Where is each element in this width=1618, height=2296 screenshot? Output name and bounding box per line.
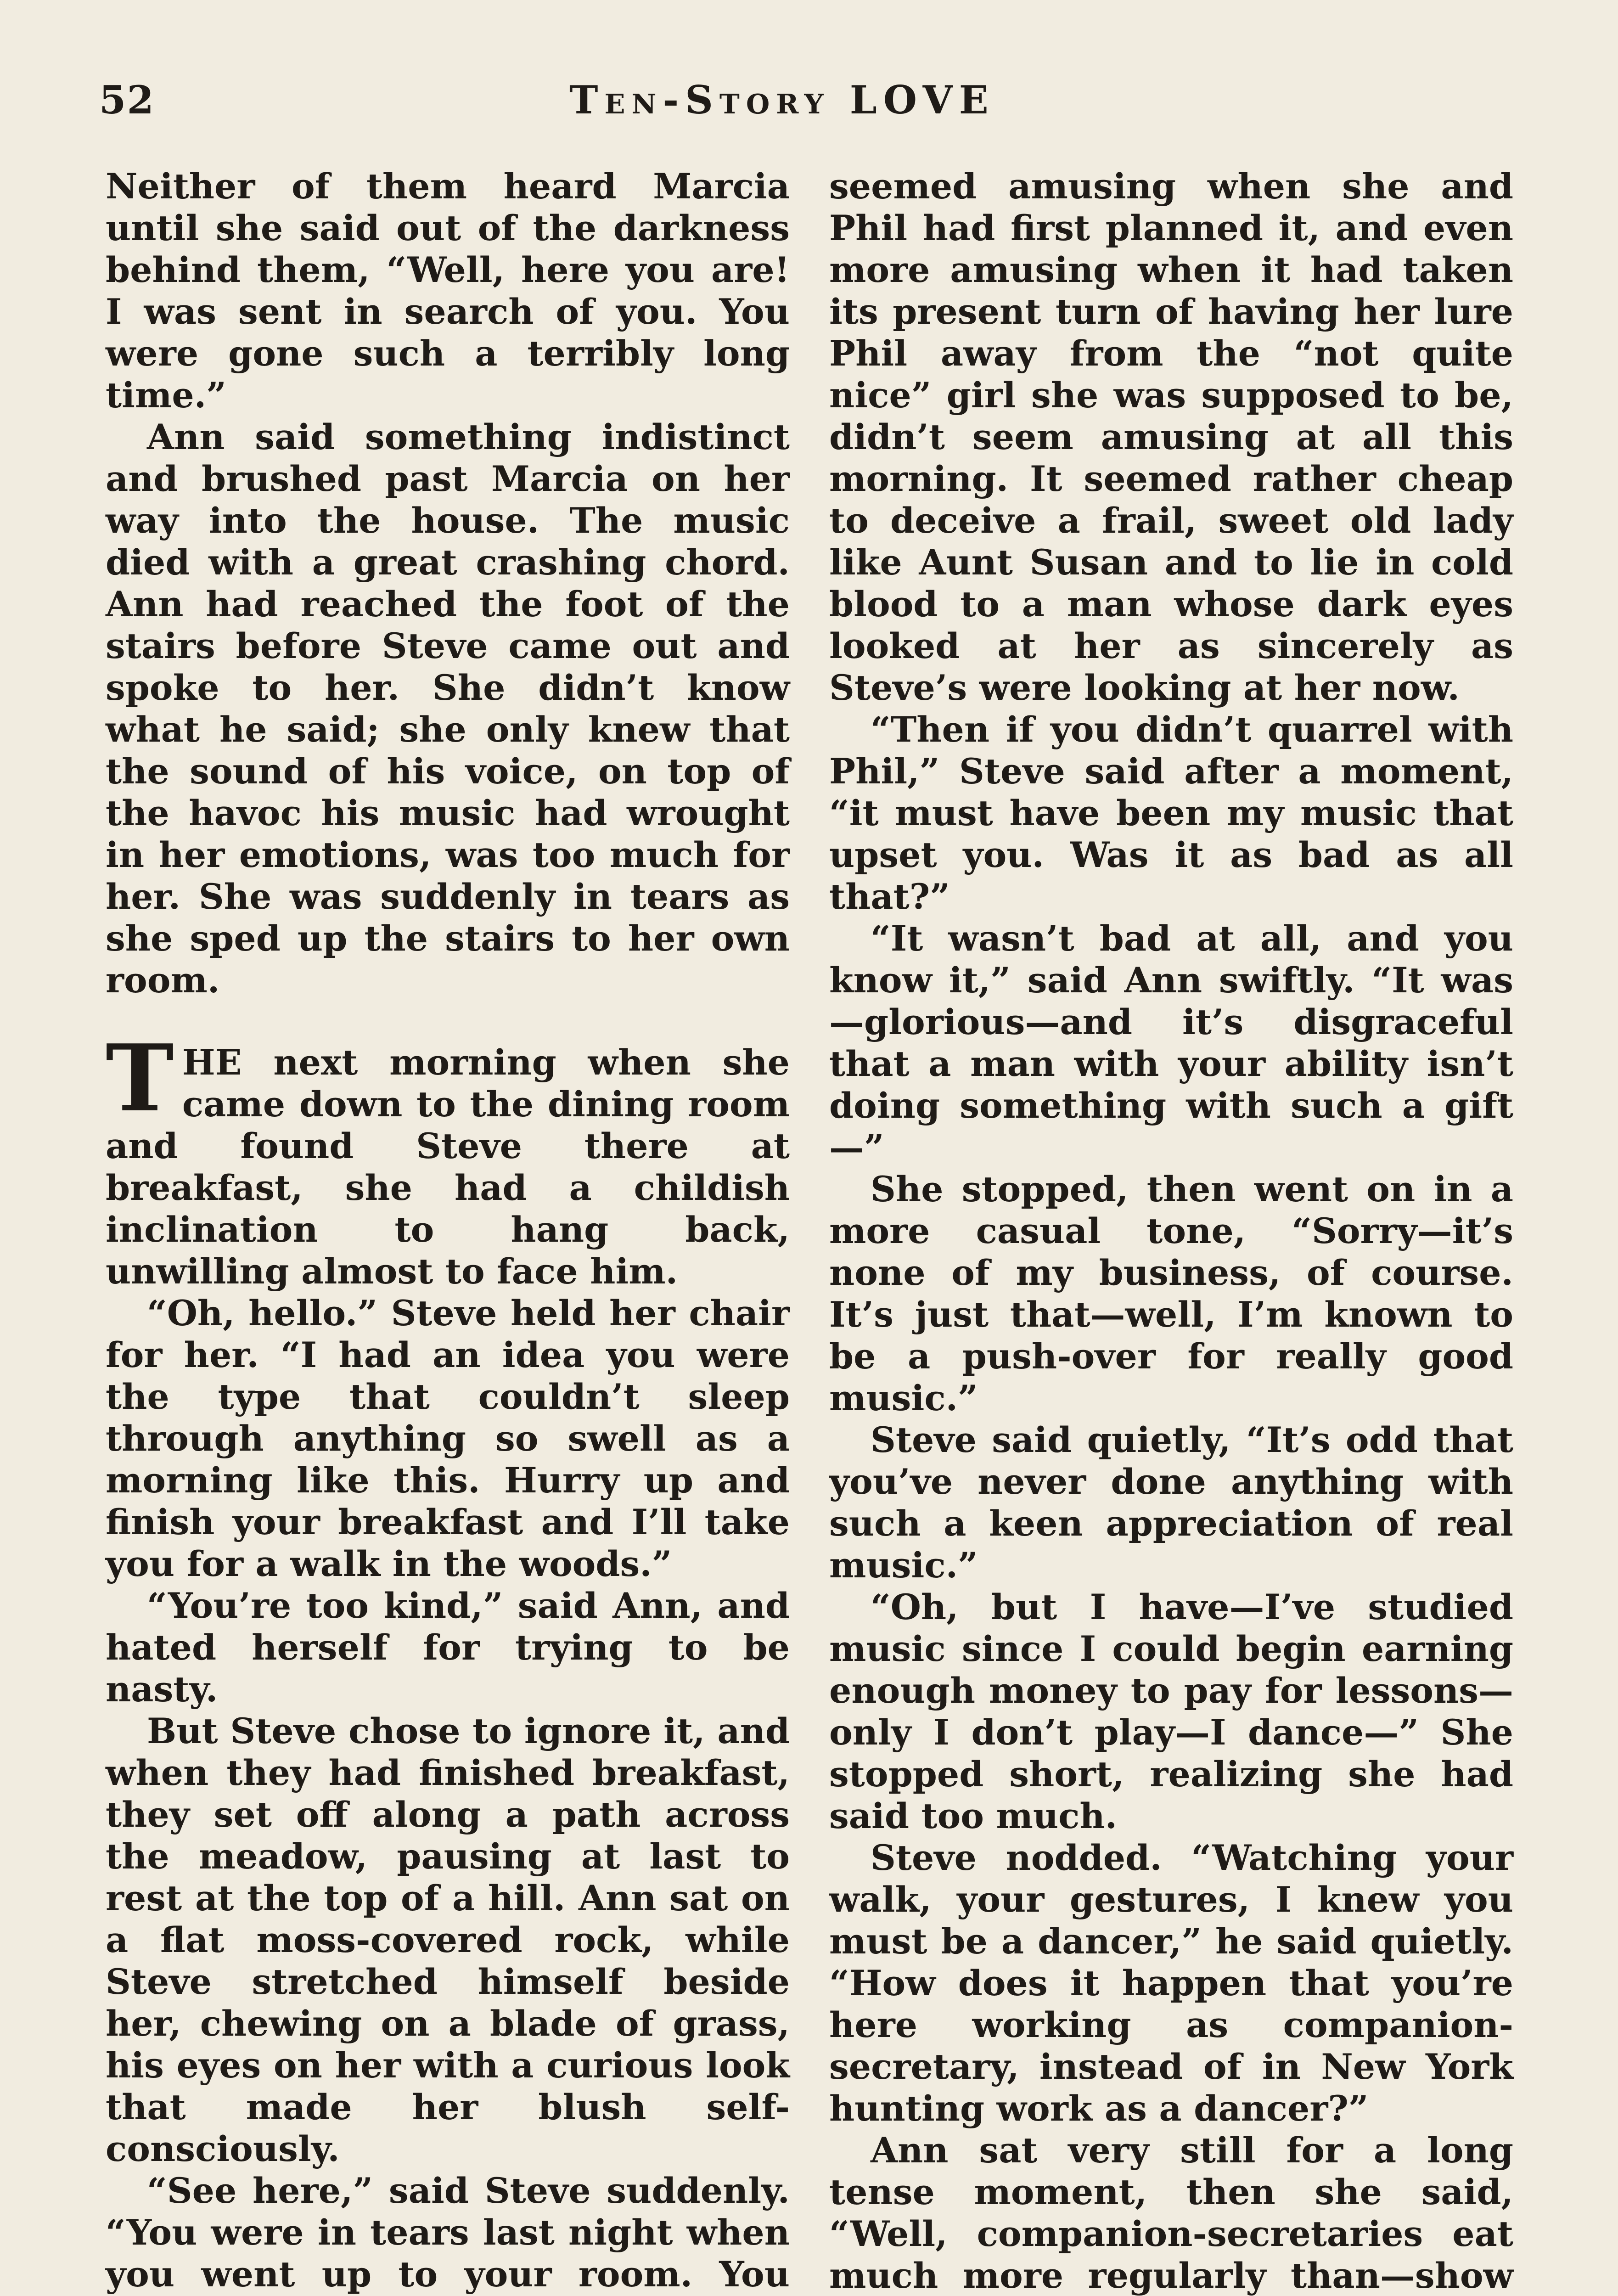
paragraph: “See here,” said Steve suddenly. “You were in tears last night when you went up to your room. You: [106, 2170, 790, 2295]
paragraph: But Steve chose to ignore it, and when they had finished breakfast, they set off along a path across the meadow, pausing at last to rest at the top of a hill. Ann sat on a flat moss-covered rock, while Steve stretched himself beside her, chewing on a blade of grass, his eyes on her with a curious look that made her blush self-consciously.: [106, 1711, 790, 2169]
page-number: 52: [99, 77, 155, 123]
paragraph: Ann sat very still for a long tense moment, then she said, “Well, companion-secretaries eat much more regularly than—show: [829, 2130, 1513, 2296]
paragraph: “Oh, hello.” Steve held her chair for her. “I had an idea you were the type that couldn’t sleep through anything so swell as a morning like this. Hurry up and finish your breakfast and I’ll take you for a walk in the woods.”: [106, 1293, 790, 1584]
paragraph: “Oh, but I have—I’ve studied music since I could begin earning enough money to pay for lessons—only I don’t play—I dance—” She stopped short, realizing she had said too much.: [829, 1587, 1513, 1836]
left-column: [106, 165, 790, 2296]
paragraph: Ann said something indistinct and brushed past Marcia on her way into the house. The music died with a great crashing chord. Ann had reached the foot of the stairs before Steve came out and spoke to her. She didn’t know what he said; she only knew that the sound of his voice, on top of the havoc his music had wrought in her emotions, was too much for her. She was suddenly in tears as she sped up the stairs to her own room.: [106, 416, 790, 1001]
right-column: [829, 165, 1513, 2296]
paragraph-text: HE next morning when she came down to the dining room and found Steve there at breakfast, she had a childish inclination to hang back, unwilling almost to face him.: [106, 1042, 790, 1292]
paragraph: “It wasn’t bad at all, and you know it,” said Ann swiftly. “It was—glorious—and it’s disgraceful that a man with your ability isn’t doing something with such a gift—”: [829, 918, 1513, 1168]
paragraph: Steve nodded. “Watching your walk, your gestures, I knew you must be a dancer,” he said quietly. “How does it happen that you’re here working as companion-secretary, instead of in New York hunting work as a dancer?”: [829, 1837, 1513, 2129]
paragraph: She stopped, then went on in a more casual tone, “Sorry—it’s none of my business, of course. It’s just that—well, I’m known to be a push-over for really good music.”: [829, 1169, 1513, 1418]
paragraph: seemed amusing when she and Phil had first planned it, and even more amusing when it had taken its present turn of having her lure Phil away from the “not quite nice” girl she was supposed to be, didn’t seem amusing at all this morning. It seemed rather cheap to deceive a frail, sweet old lady like Aunt Susan and to lie in cold blood to a man whose dark eyes looked at her as sincerely as Steve’s were looking at her now.: [829, 166, 1513, 708]
running-head: Ten-Story LOVE: [569, 77, 995, 123]
section-paragraph: [106, 1024, 790, 1292]
paragraph: Steve said quietly, “It’s odd that you’ve never done anything with such a keen appreciation of real music.”: [829, 1419, 1513, 1586]
paragraph: “You’re too kind,” said Ann, and hated herself for trying to be nasty.: [106, 1585, 790, 1710]
paragraph: “Then if you didn’t quarrel with Phil,” Steve said after a moment, “it must have been my music that upset you. Was it as bad as all that?”: [829, 709, 1513, 917]
paragraph: Neither of them heard Marcia until she said out of the darkness behind them, “Well, here you are! I was sent in search of you. You were gone such a terribly long time.”: [106, 166, 790, 416]
drop-cap: T: [106, 1024, 174, 1132]
